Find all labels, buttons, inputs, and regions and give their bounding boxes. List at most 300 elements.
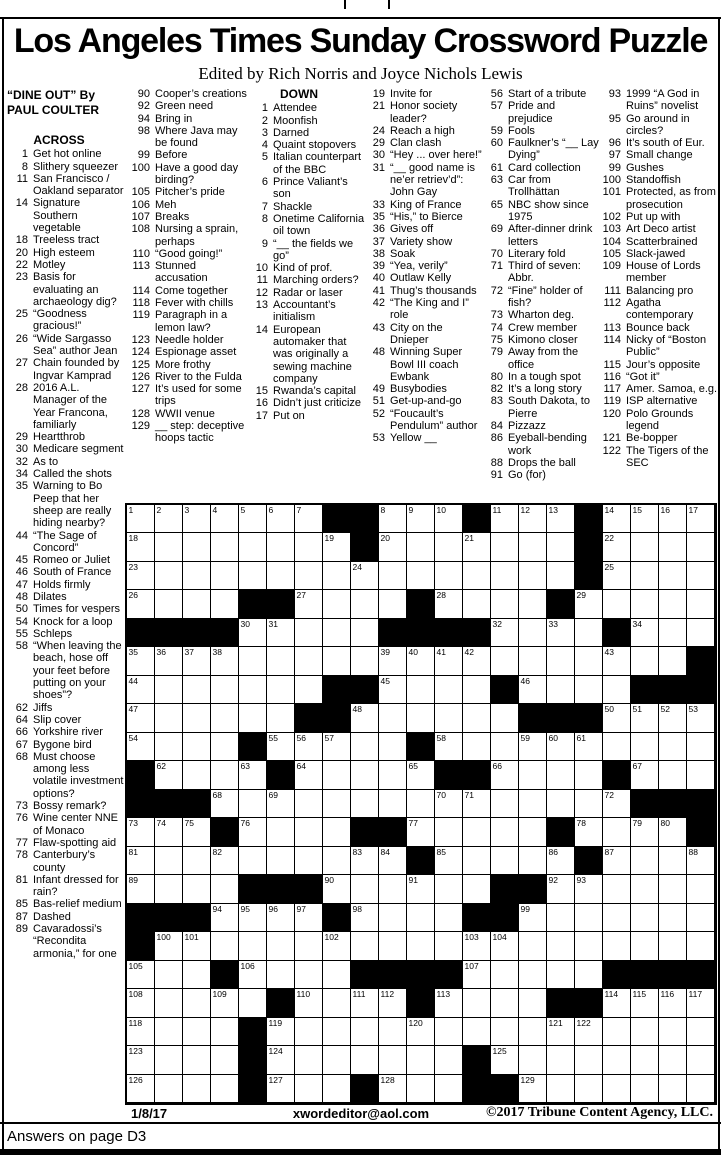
grid-cell-r3c10	[379, 562, 407, 590]
clue-text: Onetime California oil town	[273, 212, 365, 238]
clue-11	[7, 173, 125, 198]
grid-cell-r6c20	[659, 647, 687, 675]
grid-cell-r4c2	[155, 590, 183, 618]
grid-cell-r17c19	[631, 961, 659, 989]
grid-cell-r11c18	[603, 790, 631, 818]
grid-cell-r13c11	[407, 847, 435, 875]
clue-number: 9	[261, 237, 268, 250]
clue-number: 76	[15, 812, 28, 825]
grid-cell-r6c12	[435, 647, 463, 675]
grid-cell-r14c11	[407, 875, 435, 903]
cell-number: 23	[128, 561, 138, 572]
grid-cell-r6c16	[547, 647, 575, 675]
grid-cell-r14c21	[687, 875, 715, 903]
grid-cell-r14c17	[575, 875, 603, 903]
clue-number: 85	[15, 898, 28, 911]
grid-cell-r1c2	[155, 505, 183, 533]
grid-cell-r15c16	[547, 904, 575, 932]
grid-cell-r17c7	[295, 961, 323, 989]
cell-number: 121	[548, 1017, 563, 1028]
grid-cell-r12c11	[407, 818, 435, 846]
clue-50	[7, 603, 125, 615]
grid-cell-r17c21	[687, 961, 715, 989]
clue-number: 41	[372, 284, 385, 297]
clue-91	[482, 469, 600, 481]
grid-cell-r19c17	[575, 1018, 603, 1046]
grid-cell-r4c17	[575, 590, 603, 618]
clue-number: 10	[255, 262, 268, 275]
clue-number: 46	[15, 566, 28, 579]
grid-cell-r18c2	[155, 989, 183, 1017]
grid-cell-r7c5	[239, 676, 267, 704]
clue-text: Slithery squeezer	[33, 160, 118, 173]
clue-number: 14	[255, 323, 268, 336]
clue-97	[600, 149, 718, 161]
clue-number: 108	[131, 223, 150, 236]
grid-cell-r12c18	[603, 818, 631, 846]
clue-number: 48	[372, 346, 385, 359]
clue-29	[7, 431, 125, 443]
cell-number: 122	[576, 1017, 591, 1028]
grid-cell-r8c10	[379, 704, 407, 732]
grid-cell-r19c10	[379, 1018, 407, 1046]
cell-number: 81	[128, 846, 138, 857]
clue-number: 60	[490, 137, 503, 150]
cell-number: 83	[352, 846, 362, 857]
page-subtitle: Edited by Rich Norris and Joyce Nichols Lewis	[198, 64, 523, 83]
clue-text: “Hey ... over here!”	[390, 149, 482, 162]
grid-cell-r9c20	[659, 733, 687, 761]
clue-5	[247, 151, 365, 176]
clue-number: 45	[15, 554, 28, 567]
clue-number: 53	[372, 432, 385, 445]
clue-number: 47	[15, 578, 28, 591]
cell-number: 103	[464, 932, 479, 943]
grid-cell-r5c7	[295, 619, 323, 647]
cell-number: 101	[184, 932, 199, 943]
clue-53	[364, 432, 482, 444]
clue-number: 84	[490, 420, 503, 433]
grid-cell-r19c3	[183, 1018, 211, 1046]
grid-cell-r6c4	[211, 647, 239, 675]
clue-number: 36	[372, 223, 385, 236]
clue-text: Moonfish	[273, 114, 318, 127]
grid-cell-r19c11	[407, 1018, 435, 1046]
clue-text: Shackle	[273, 200, 313, 213]
grid-cell-r9c8	[323, 733, 351, 761]
grid-cell-r4c3	[183, 590, 211, 618]
grid-cell-r9c2	[155, 733, 183, 761]
clue-text: Put up with	[626, 210, 681, 223]
clue-number: 116	[603, 370, 621, 383]
grid-cell-r12c19	[631, 818, 659, 846]
clue-number: 102	[602, 210, 621, 223]
clue-number: 3	[261, 126, 268, 139]
clue-119	[600, 395, 718, 407]
clue-text: South Dakota, to Pierre	[508, 395, 590, 420]
clue-number: 125	[131, 358, 150, 371]
cell-number: 119	[268, 1017, 283, 1028]
clue-text: More frothy	[155, 358, 211, 371]
grid-cell-r9c5	[239, 733, 267, 761]
grid-cell-r15c6	[267, 904, 295, 932]
cell-number: 80	[660, 818, 670, 829]
clue-48	[364, 346, 482, 383]
clue-number: 14	[15, 197, 28, 210]
clue-72	[482, 285, 600, 310]
cell-number: 37	[184, 647, 194, 658]
clue-text: Nursing a sprain, perhaps	[155, 223, 239, 248]
clue-number: 42	[372, 297, 385, 310]
cell-number: 19	[324, 533, 334, 544]
cell-number: 86	[548, 846, 558, 857]
clue-text: Attendee	[273, 102, 318, 115]
clue-column-5	[482, 88, 600, 482]
clue-48	[7, 591, 125, 603]
clue-text: Kimono closer	[508, 333, 578, 346]
clue-column-1	[7, 88, 125, 960]
grid-cell-r10c4	[211, 761, 239, 789]
clue-number: 101	[602, 186, 621, 199]
clue-column-3	[247, 88, 365, 422]
cell-number: 54	[128, 732, 138, 743]
cell-number: 73	[128, 818, 138, 829]
clue-number: 106	[131, 198, 150, 211]
grid-cell-r19c16	[547, 1018, 575, 1046]
grid-cell-r13c4	[211, 847, 239, 875]
clue-text: Rwanda’s capital	[273, 385, 356, 398]
clue-text: Kind of prof.	[273, 262, 333, 275]
clue-text: Literary fold	[508, 247, 566, 260]
clue-number: 103	[602, 223, 621, 236]
grid-cell-r21c15	[519, 1075, 547, 1103]
bottom-bar	[0, 1149, 721, 1155]
clue-14	[247, 324, 365, 385]
grid-cell-r18c6	[267, 989, 295, 1017]
clue-text: “Wide Sargasso Sea” author Jean	[33, 332, 118, 358]
clue-8	[7, 161, 125, 173]
grid-cell-r10c12	[435, 761, 463, 789]
clue-34	[7, 468, 125, 480]
clue-64	[7, 714, 125, 726]
grid-cell-r19c8	[323, 1018, 351, 1046]
cell-number: 13	[548, 505, 558, 515]
clue-text: Bounce back	[626, 321, 690, 334]
clue-28	[7, 382, 125, 431]
grid-cell-r1c21	[687, 505, 715, 533]
grid-cell-r15c15	[519, 904, 547, 932]
grid-cell-r2c7	[295, 533, 323, 561]
grid-cell-r9c15	[519, 733, 547, 761]
clue-number: 77	[15, 836, 28, 849]
grid-cell-r15c13	[463, 904, 491, 932]
grid-cell-r10c5	[239, 761, 267, 789]
clue-99	[129, 149, 247, 161]
grid-cell-r20c11	[407, 1046, 435, 1074]
grid-cell-r20c16	[547, 1046, 575, 1074]
grid-cell-r21c19	[631, 1075, 659, 1103]
grid-cell-r13c21	[687, 847, 715, 875]
clue-text: Thug’s thousands	[390, 284, 477, 297]
clue-text: __ step: deceptive hoops tactic	[155, 420, 245, 445]
grid-cell-r8c11	[407, 704, 435, 732]
clue-116	[600, 371, 718, 383]
clue-text: Where Java may be found	[155, 124, 238, 150]
clue-text: Flaw-spotting aid	[33, 836, 117, 849]
clue-number: 35	[372, 210, 385, 223]
clue-7	[247, 201, 365, 213]
grid-cell-r2c14	[491, 533, 519, 561]
clue-number: 129	[131, 420, 150, 433]
clue-number: 65	[490, 198, 503, 211]
grid-cell-r21c18	[603, 1075, 631, 1103]
clue-55	[7, 628, 125, 640]
grid-cell-r21c21	[687, 1075, 715, 1103]
clue-number: 38	[372, 247, 385, 260]
grid-cell-r10c15	[519, 761, 547, 789]
grid-cell-r17c11	[407, 961, 435, 989]
cell-number: 77	[408, 818, 418, 829]
spacer	[7, 117, 125, 134]
clue-59	[482, 125, 600, 137]
grid-cell-r5c6	[267, 619, 295, 647]
grid-cell-r9c19	[631, 733, 659, 761]
grid-cell-r13c1	[127, 847, 155, 875]
cell-number: 68	[212, 789, 222, 800]
grid-cell-r16c1	[127, 932, 155, 960]
clue-number: 29	[15, 431, 28, 444]
clue-number: 32	[15, 455, 28, 468]
grid-cell-r4c15	[519, 590, 547, 618]
clue-87	[7, 911, 125, 923]
clue-89	[7, 923, 125, 960]
cell-number: 97	[296, 903, 306, 914]
grid-cell-r4c13	[463, 590, 491, 618]
clue-128	[129, 408, 247, 420]
clue-text: “His,” to Bierce	[390, 210, 463, 223]
clue-38	[364, 248, 482, 260]
cell-number: 18	[128, 533, 138, 544]
clue-text: Bas-relief medium	[33, 898, 122, 911]
clue-text: Cooper’s creations	[155, 88, 247, 100]
grid-cell-r2c20	[659, 533, 687, 561]
grid-cell-r18c16	[547, 989, 575, 1017]
clue-text: Reach a high	[390, 124, 455, 137]
grid-cell-r10c7	[295, 761, 323, 789]
clue-text: Breaks	[155, 210, 190, 223]
grid-cell-r14c20	[659, 875, 687, 903]
grid-cell-r6c14	[491, 647, 519, 675]
grid-cell-r13c10	[379, 847, 407, 875]
clue-123	[129, 334, 247, 346]
grid-cell-r16c15	[519, 932, 547, 960]
clue-text: Stunned accusation	[155, 260, 208, 285]
clue-text: Chain founded by Ingvar Kamprad	[33, 357, 120, 382]
grid-cell-r14c13	[463, 875, 491, 903]
cell-number: 107	[464, 960, 479, 971]
clue-number: 99	[137, 149, 150, 162]
clue-text: “The Sage of Concord”	[33, 529, 97, 554]
cell-number: 36	[156, 647, 166, 658]
grid-cell-r16c12	[435, 932, 463, 960]
grid-cell-r2c4	[211, 533, 239, 561]
grid-cell-r1c8	[323, 505, 351, 533]
clue-text: As to	[33, 455, 59, 468]
grid-cell-r13c5	[239, 847, 267, 875]
clue-number: 30	[15, 443, 28, 456]
cell-number: 51	[632, 704, 642, 715]
grid-cell-r20c1	[127, 1046, 155, 1074]
grid-cell-r11c21	[687, 790, 715, 818]
clue-80	[482, 371, 600, 383]
grid-cell-r5c4	[211, 619, 239, 647]
clue-text: Basis for evaluating an archaeology dig?	[33, 271, 117, 308]
clue-24	[364, 125, 482, 137]
clue-73	[7, 800, 125, 812]
cell-number: 39	[380, 647, 390, 658]
clue-text: “__ good name is ne’er retriev’d”: John Gay	[390, 161, 475, 199]
clue-number: 121	[602, 432, 621, 445]
clue-text: It’s used for some trips	[155, 383, 242, 408]
grid-cell-r19c19	[631, 1018, 659, 1046]
clue-number: 7	[261, 200, 268, 213]
clue-number: 100	[131, 161, 150, 174]
clue-text: Dilates	[33, 590, 67, 603]
clue-number: 59	[490, 124, 503, 137]
grid-cell-r1c14	[491, 505, 519, 533]
clue-text: Scatterbrained	[626, 235, 698, 248]
grid-cell-r13c8	[323, 847, 351, 875]
clue-number: 73	[490, 309, 503, 322]
clue-67	[7, 739, 125, 751]
grid-cell-r17c12	[435, 961, 463, 989]
grid-cell-r8c16	[547, 704, 575, 732]
clue-text: Crew member	[508, 321, 578, 334]
cell-number: 43	[604, 647, 614, 658]
grid-cell-r10c21	[687, 761, 715, 789]
grid-cell-r14c19	[631, 875, 659, 903]
clue-number: 126	[131, 370, 150, 383]
clue-text: Slip cover	[33, 713, 82, 726]
clue-text: Pitcher’s pride	[155, 186, 225, 199]
grid-cell-r9c18	[603, 733, 631, 761]
clue-number: 43	[372, 321, 385, 334]
grid-cell-r6c3	[183, 647, 211, 675]
grid-cell-r13c7	[295, 847, 323, 875]
grid-cell-r3c3	[183, 562, 211, 590]
grid-cell-r2c17	[575, 533, 603, 561]
clue-36	[364, 223, 482, 235]
grid-cell-r4c12	[435, 590, 463, 618]
grid-cell-r2c13	[463, 533, 491, 561]
clue-number: 61	[490, 161, 503, 174]
grid-cell-r21c6	[267, 1075, 295, 1103]
clue-39	[364, 260, 482, 272]
clue-column-4	[364, 88, 482, 445]
cell-number: 123	[128, 1046, 143, 1057]
cell-number: 15	[632, 505, 642, 515]
grid-cell-r20c8	[323, 1046, 351, 1074]
grid-cell-r3c17	[575, 562, 603, 590]
clue-11	[247, 274, 365, 286]
clue-text: “Fine” holder of fish?	[508, 284, 583, 310]
grid-cell-r18c14	[491, 989, 519, 1017]
grid-cell-r13c2	[155, 847, 183, 875]
cell-number: 102	[324, 932, 339, 943]
clue-number: 54	[15, 615, 28, 628]
grid-cell-r1c15	[519, 505, 547, 533]
grid-cell-r1c6	[267, 505, 295, 533]
clue-112	[600, 297, 718, 322]
grid-cell-r20c9	[351, 1046, 379, 1074]
footer-email: xwordeditor@aol.com	[292, 1106, 430, 1121]
grid-cell-r20c17	[575, 1046, 603, 1074]
clue-number: 67	[15, 738, 28, 751]
grid-cell-r12c14	[491, 818, 519, 846]
clue-text: Amer. Samoa, e.g.	[626, 383, 718, 396]
clue-number: 111	[604, 284, 621, 297]
cell-number: 10	[436, 505, 446, 515]
clue-number: 78	[15, 849, 28, 862]
clue-99	[600, 162, 718, 174]
cell-number: 109	[212, 989, 227, 1000]
clue-79	[482, 346, 600, 371]
cell-number: 59	[520, 732, 530, 743]
clue-text: In a tough spot	[508, 370, 581, 383]
clue-text: Slack-jawed	[626, 247, 686, 260]
clue-text: Eyeball-bending work	[508, 432, 587, 457]
grid-cell-r4c11	[407, 590, 435, 618]
clue-52	[364, 408, 482, 433]
clue-45	[7, 554, 125, 566]
clue-114	[129, 285, 247, 297]
clue-105	[600, 248, 718, 260]
cell-number: 117	[688, 989, 703, 1000]
clue-37	[364, 236, 482, 248]
grid-cell-r9c13	[463, 733, 491, 761]
grid-cell-r1c12	[435, 505, 463, 533]
clue-number: 44	[15, 529, 28, 542]
grid-cell-r15c18	[603, 904, 631, 932]
cell-number: 25	[604, 561, 614, 572]
grid-cell-r20c4	[211, 1046, 239, 1074]
grid-cell-r10c9	[351, 761, 379, 789]
grid-cell-r2c6	[267, 533, 295, 561]
grid-cell-r3c6	[267, 562, 295, 590]
grid-cell-r1c1	[127, 505, 155, 533]
grid-cell-r5c17	[575, 619, 603, 647]
clue-29	[364, 137, 482, 149]
cell-number: 3	[184, 505, 190, 515]
clue-70	[482, 248, 600, 260]
clue-4	[247, 139, 365, 151]
grid-cell-r19c6	[267, 1018, 295, 1046]
grid-cell-r1c13	[463, 505, 491, 533]
grid-cell-r7c12	[435, 676, 463, 704]
grid-cell-r16c10	[379, 932, 407, 960]
grid-cell-r21c20	[659, 1075, 687, 1103]
grid-cell-r1c11	[407, 505, 435, 533]
clue-number: 71	[490, 260, 503, 273]
clue-108	[129, 223, 247, 248]
clue-33	[364, 199, 482, 211]
grid-cell-r15c11	[407, 904, 435, 932]
grid-cell-r11c12	[435, 790, 463, 818]
grid-cell-r6c8	[323, 647, 351, 675]
clue-90	[129, 88, 247, 100]
clue-101	[600, 186, 718, 211]
grid-cell-r18c13	[463, 989, 491, 1017]
